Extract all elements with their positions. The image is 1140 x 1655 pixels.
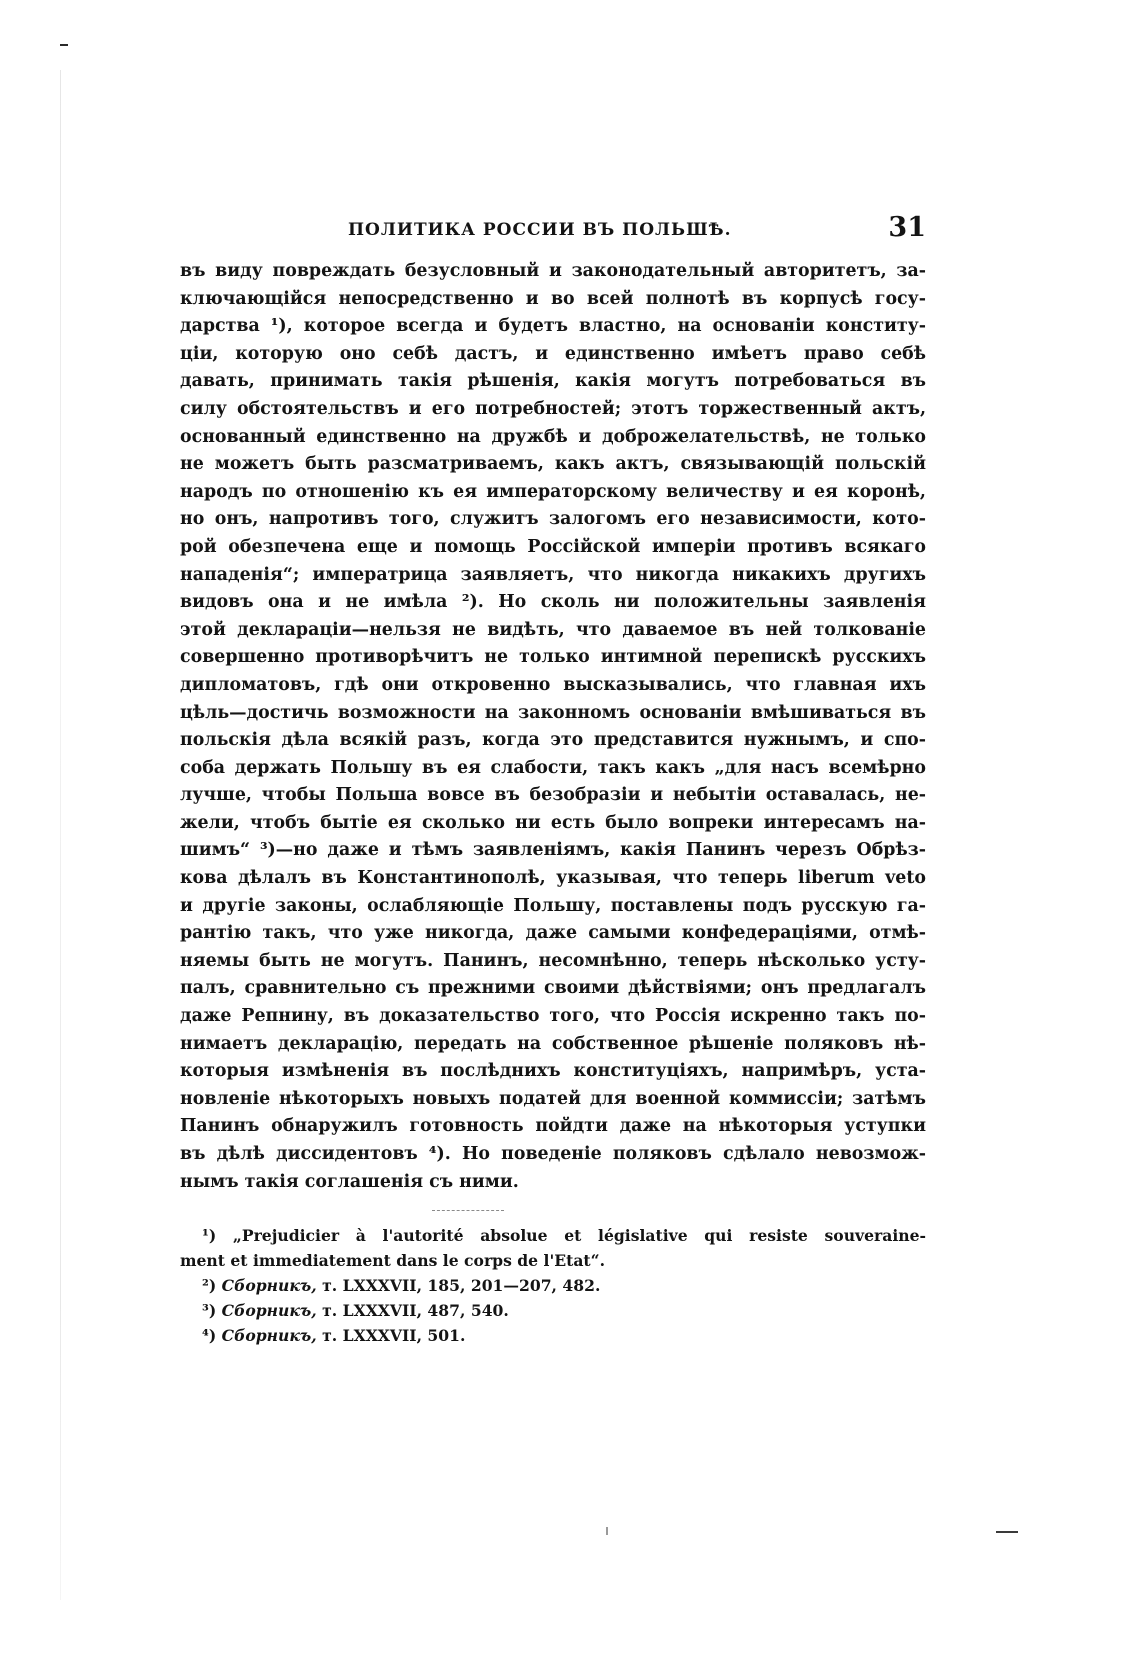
text-line: которыя измѣненія въ послѣднихъ конституціяхъ, напримѣръ, уста- <box>180 1061 926 1082</box>
text-line: и другіе законы, ослабляющіе Польшу, поставлены подъ русскую га- <box>180 895 926 916</box>
footnote-marker: ⁴) <box>202 1326 217 1346</box>
text-line: рой обезпечена еще и помощь Россійской имперіи противъ всякаго <box>180 536 926 557</box>
footnote-4 <box>180 1323 926 1348</box>
scan-page-edge <box>60 70 61 1600</box>
text-line: жели, чтобъ бытіе ея сколько ни есть было вопреки интересамъ на- <box>180 812 926 833</box>
footnote-marker: ¹) <box>202 1226 217 1246</box>
text-line: въ дѣлѣ диссидентовъ ⁴). Но поведеніе поляковъ сдѣлало невозмож- <box>180 1144 926 1164</box>
text-line: даже Репнину, въ доказательство того, что Россія искренно такъ по- <box>180 1006 926 1027</box>
footnote-1-continued <box>180 1248 926 1273</box>
text-line: видовъ она и не имѣла ²). Но сколь ни положительны заявленія <box>180 592 926 613</box>
text-line: давать, принимать такія рѣшенія, какія могутъ потребоваться въ <box>180 371 926 392</box>
footnote-text: ment et immediatement dans le corps de l'Etat“. <box>180 1251 606 1271</box>
footnote-text: „Prejudicier à l'autorité absolue et législative qui resiste souveraine- <box>232 1226 926 1246</box>
body-paragraph <box>180 258 926 1196</box>
text-line: но онъ, напротивъ того, служитъ залогомъ его независимости, кото- <box>180 509 926 530</box>
text-line: ключающійся непосредственно и во всей полнотѣ въ корпусѣ госу- <box>180 288 926 309</box>
book-page <box>180 214 926 1348</box>
scan-mark <box>60 44 68 46</box>
footnote-reference: т. LXXXVII, 185, 201—207, 482. <box>322 1276 601 1296</box>
footnote-reference: т. LXXXVII, 501. <box>322 1326 466 1346</box>
text-line: Панинъ обнаружилъ готовность пойдти даже на нѣкоторыя уступки <box>180 1116 926 1137</box>
scan-mark <box>606 1527 608 1535</box>
text-line: не можетъ быть разсматриваемъ, какъ актъ, связывающій польскій <box>180 454 926 475</box>
footnote-marker: ³) <box>202 1301 217 1321</box>
text-line: силу обстоятельствъ и его потребностей; этотъ торжественный актъ, <box>180 398 926 419</box>
text-line: лучше, чтобы Польша вовсе въ безобразіи и небытіи оставалась, не- <box>180 785 926 806</box>
text-line: кова дѣлалъ въ Константинополѣ, указывая, что теперь liberum veto <box>180 868 926 889</box>
text-line: дарства ¹), которое всегда и будетъ властно, на основаніи конститу- <box>180 316 926 337</box>
text-line: основанный единственно на дружбѣ и доброжелательствѣ, не только <box>180 426 926 447</box>
text-line: рантію такъ, что уже никогда, даже самыми конфедераціями, отмѣ- <box>180 923 926 944</box>
text-line: цѣль—достичь возможности на законномъ основаніи вмѣшиваться въ <box>180 702 926 723</box>
text-line: дипломатовъ, гдѣ они откровенно высказывались, что главная ихъ <box>180 674 926 695</box>
scan-mark <box>996 1531 1018 1533</box>
text-line: шимъ“ ³)—но даже и тѣмъ заявленіямъ, какія Панинъ черезъ Обрѣз- <box>180 840 926 861</box>
footnote-1 <box>180 1223 926 1248</box>
text-line: нападенія“; императрица заявляетъ, что никогда никакихъ другихъ <box>180 564 926 585</box>
footnote-2 <box>180 1273 926 1298</box>
text-line: этой деклараціи—нельзя не видѣть, что даваемое въ ней толкованіе <box>180 619 926 640</box>
footnote-3 <box>180 1298 926 1323</box>
footnote-separator <box>432 1210 504 1211</box>
footnote-source: Сборникъ, <box>221 1276 317 1296</box>
text-line: новленіе нѣкоторыхъ новыхъ податей для военной коммиссіи; затѣмъ <box>180 1088 926 1109</box>
text-line: соба держать Польшу въ ея слабости, такъ какъ „для насъ всемѣрно <box>180 757 926 778</box>
footnotes <box>180 1223 926 1348</box>
text-line: народъ по отношенію къ ея императорскому величеству и ея коронѣ, <box>180 481 926 502</box>
footnote-reference: т. LXXXVII, 487, 540. <box>322 1301 509 1321</box>
running-header-title: ПОЛИТИКА РОССИИ ВЪ ПОЛЬШѢ. <box>348 220 732 240</box>
text-line: совершенно противорѣчитъ не только интимной перепискѣ русскихъ <box>180 647 926 668</box>
text-line: въ виду повреждать безусловный и законодательный авторитетъ, за- <box>180 261 926 281</box>
running-header <box>180 214 926 250</box>
footnote-source: Сборникъ, <box>221 1301 317 1321</box>
text-line: няемы быть не могутъ. Панинъ, несомнѣнно, теперь нѣсколько усту- <box>180 950 926 971</box>
text-line: польскія дѣла всякій разъ, когда это представится нужнымъ, и спо- <box>180 730 926 751</box>
footnote-source: Сборникъ, <box>221 1326 317 1346</box>
text-line-last: нымъ такія соглашенія съ ними. <box>180 1171 519 1192</box>
page-number: 31 <box>888 212 926 243</box>
text-line: палъ, сравнительно съ прежними своими дѣйствіями; онъ предлагалъ <box>180 978 926 999</box>
text-line: нимаетъ декларацію, передать на собственное рѣшеніе поляковъ нѣ- <box>180 1033 926 1054</box>
footnote-marker: ²) <box>202 1276 217 1296</box>
text-line: ціи, которую оно себѣ дастъ, и единственно имѣетъ право себѣ <box>180 343 926 364</box>
